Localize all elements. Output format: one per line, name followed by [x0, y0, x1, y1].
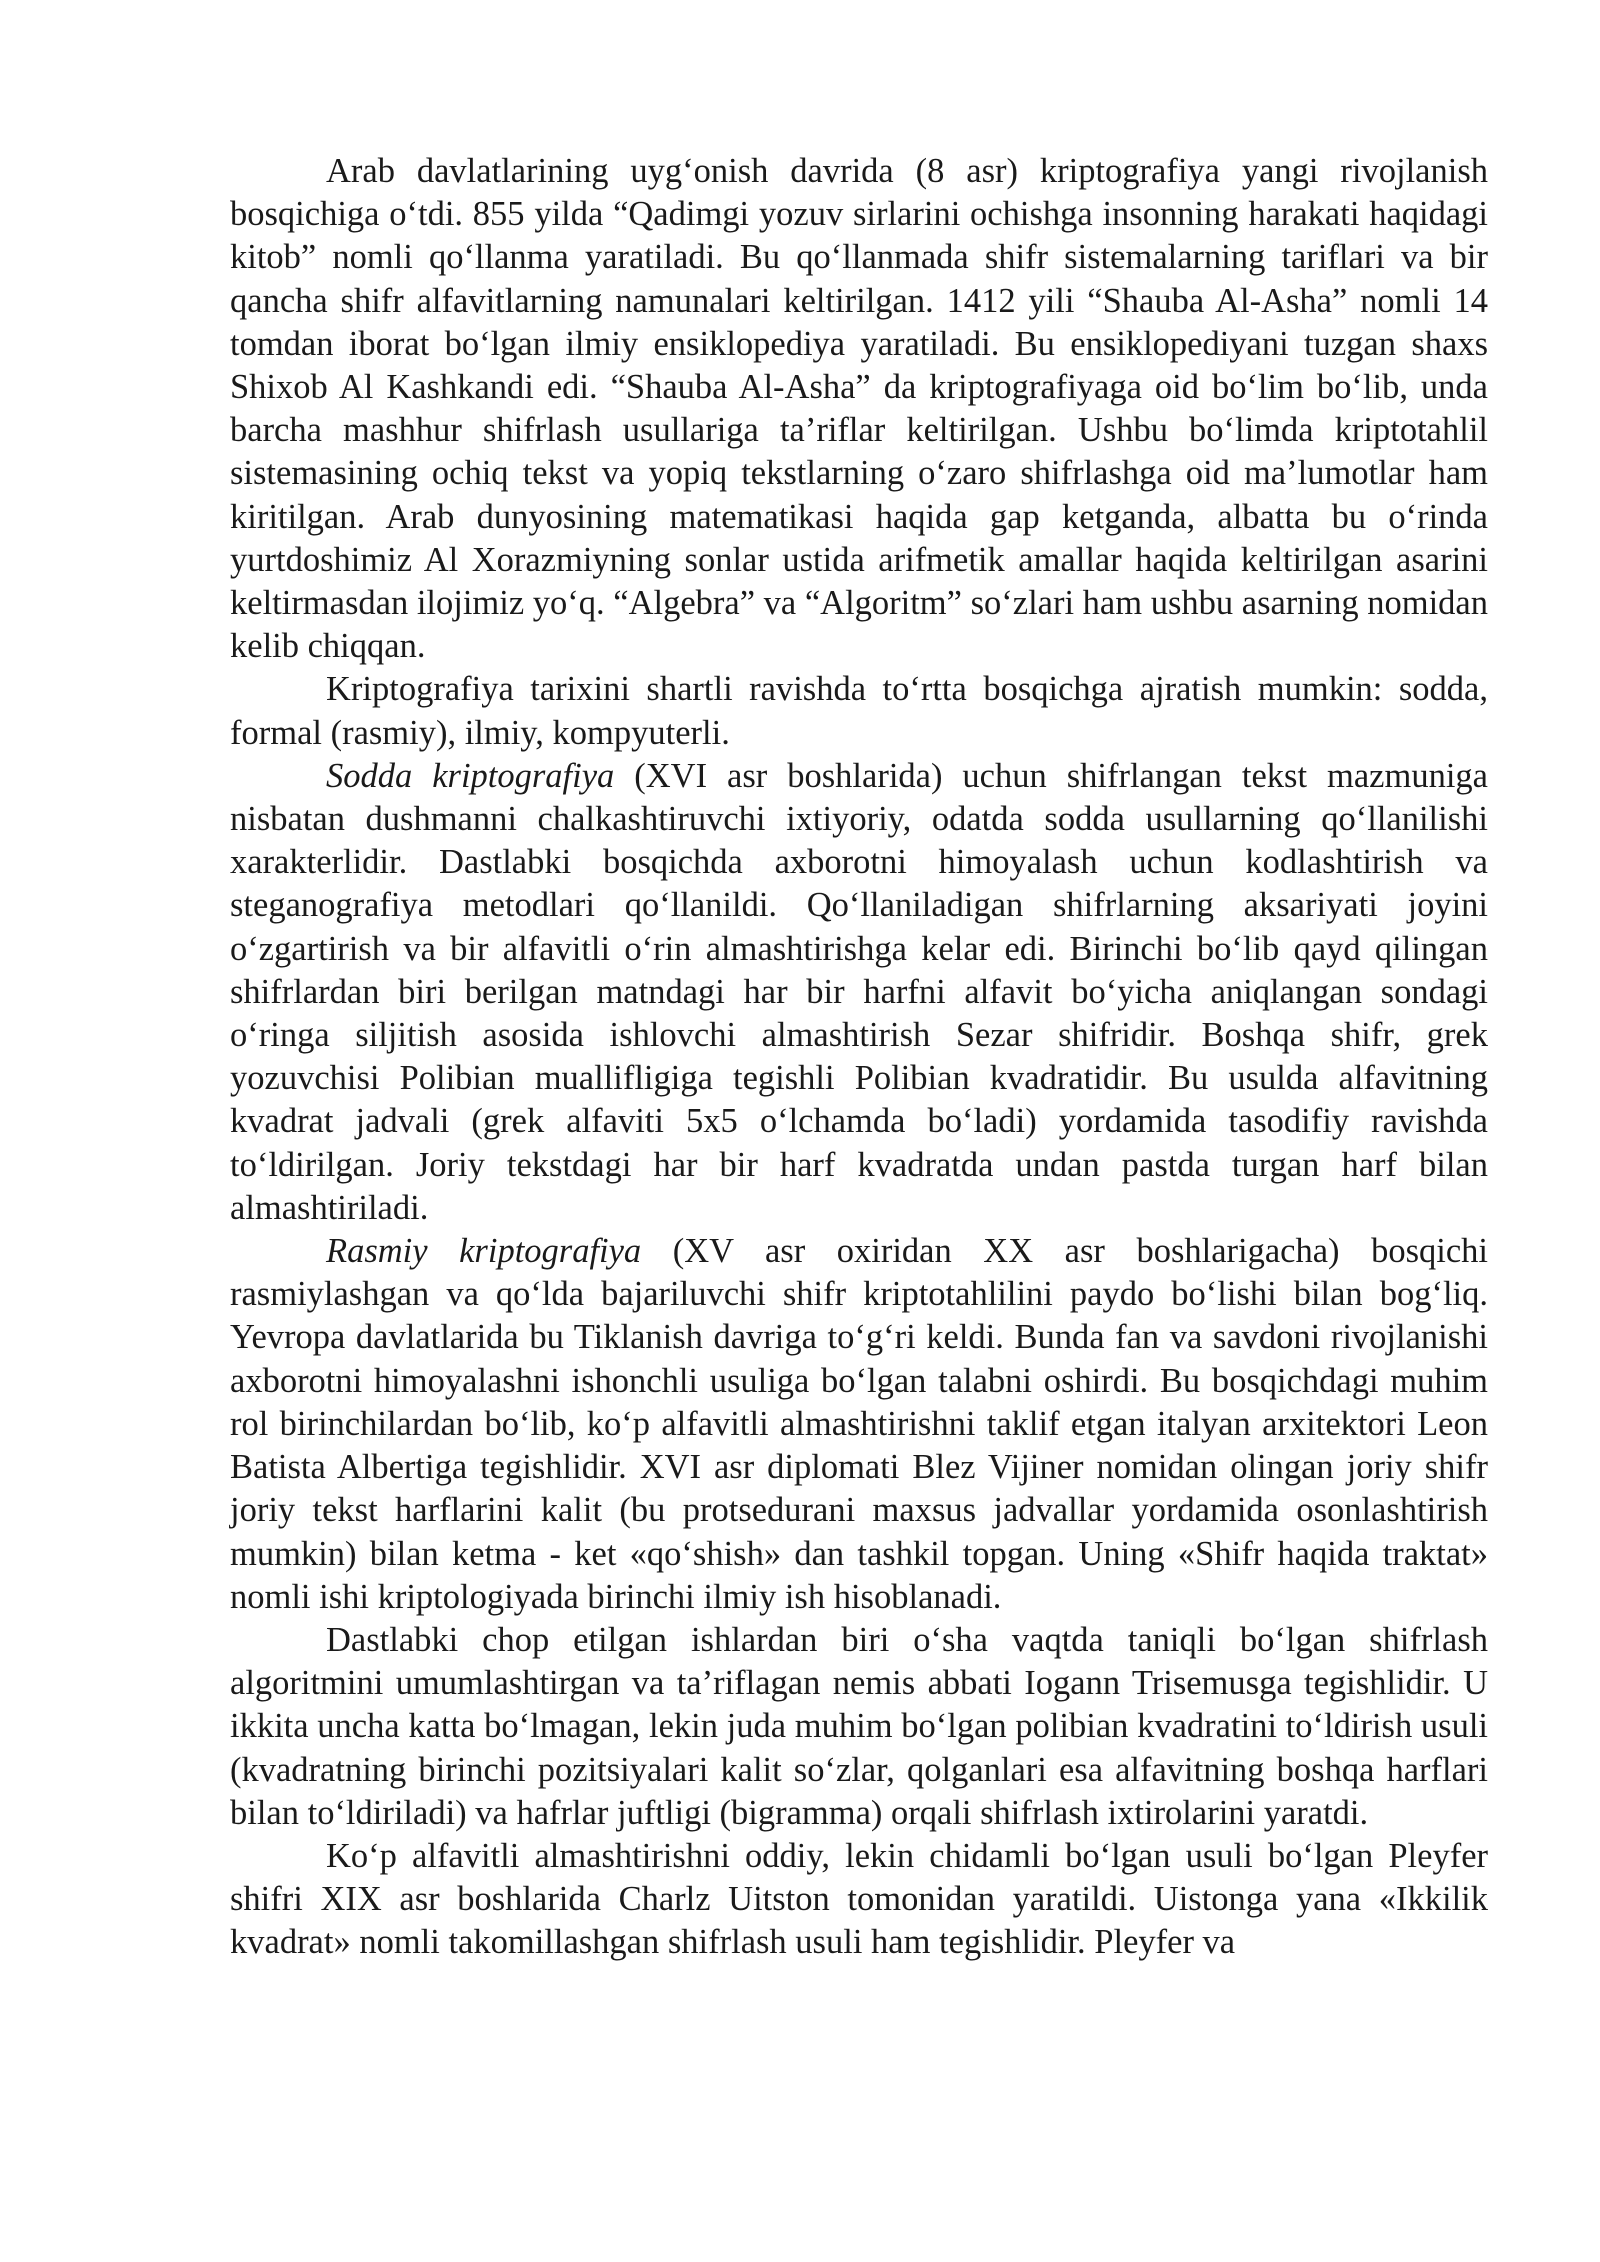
paragraph-simple-cryptography [230, 755, 1488, 1230]
paragraph-formal-cryptography [230, 1230, 1488, 1619]
paragraph-text: Kriptografiya tarixini shartli ravishda to‘rtta bosqichga ajratish mumkin: sodda, formal (rasmiy), ilmiy, kompyuterli. [230, 670, 1488, 752]
paragraph-playfair [230, 1835, 1488, 1965]
paragraph-text: Arab davlatlarining uyg‘onish davrida (8 asr) kriptografiya yangi rivojlanish bosqichiga o‘tdi. 855 yilda “Qadimgi yozuv sirlarini ochishga insonning harakati haqidagi kitob” nomli qo‘llanma yaratiladi. Bu qo‘llanmada shifr sistemalarning tariflari va bir qancha shifr alfavitlarning namunalari keltirilgan. 1412 yili “Shauba Al-Asha” nomli 14 tomdan iborat bo‘lgan ilmiy ensiklopediya yaratiladi. Bu ensiklopediyani tuzgan shaxs Shixob Al Kashkandi edi. “Shauba Al-Asha” da kriptografiyaga oid bo‘lim bo‘lib, unda barcha mashhur shifrlash usullariga ta’riflar keltirilgan. Ushbu bo‘limda kriptotahlil sistemasining ochiq tekst va yopiq tekstlarning o‘zaro shifrlashga oid ma’lumotlar ham kiritilgan. Arab dunyosining matematikasi haqida gap ketganda, albatta bu o‘rinda yurtdoshimiz Al Xorazmiyning sonlar ustida arifmetik amallar haqida keltirilgan asarini keltirmasdan ilojimiz yo‘q. “Algebra” va “Algoritm” so‘zlari ham ushbu asarning nomidan kelib chiqqan. [230, 152, 1488, 666]
paragraph-text: Dastlabki chop etilgan ishlardan biri o‘sha vaqtda taniqli bo‘lgan shifrlash algoritmini umumlashtirgan va ta’riflagan nemis abbati Iogann Trisemusga tegishlidir. U ikkita uncha katta bo‘lmagan, lekin juda muhim bo‘lgan polibian kvadratini to‘ldirish usuli (kvadratning birinchi pozitsiyalari kalit so‘zlar, qolganlari esa alfavitning boshqa harflari bilan to‘ldiriladi) va hafrlar juftligi (bigramma) orqali shifrlash ixtirolarini yaratdi. [230, 1620, 1488, 1832]
paragraph-lead-term: Sodda kriptografiya [326, 756, 615, 795]
document-page [230, 150, 1488, 1965]
paragraph-arab-cryptography [230, 150, 1488, 668]
paragraph-text: (XV asr oxiridan XX asr boshlarigacha) bosqichi rasmiylashgan va qo‘lda bajariluvchi shifr kriptotahlilini paydo bo‘lishi bilan bog‘liq. Yevropa davlatlarida bu Tiklanish davriga to‘g‘ri keldi. Bunda fan va savdoni rivojlanishi axborotni himoyalashni ishonchli usuliga bo‘lgan talabni oshirdi. Bu bosqichdagi muhim rol birinchilardan bo‘lib, ko‘p alfavitli almashtirishni taklif etgan italyan arxitektori Leon Batista Albertiga tegishlidir. XVI asr diplomati Blez Vijiner nomidan olingan joriy shifr joriy tekst harflarini kalit (bu protsedurani maxsus jadvallar yordamida osonlashtirish mumkin) bilan ketma - ket «qo‘shish» dan tashkil topgan. Uning «Shifr haqida traktat» nomli ishi kriptologiyada birinchi ilmiy ish hisoblanadi. [230, 1232, 1488, 1616]
paragraph-trisemus [230, 1619, 1488, 1835]
paragraph-text: (XVI asr boshlarida) uchun shifrlangan tekst mazmuniga nisbatan dushmanni chalkashtiruvchi ixtiyoriy, odatda sodda usullarning qo‘llanilishi xarakterlidir. Dastlabki bosqichda axborotni himoyalash uchun kodlashtirish va steganografiya metodlari qo‘llanildi. Qo‘llaniladigan shifrlarning aksariyati joyini o‘zgartirish va bir alfavitli o‘rin almashtirishga kelar edi. Birinchi bo‘lib qayd qilingan shifrlardan biri berilgan matndagi har bir harfni alfavit bo‘yicha aniqlangan sondagi o‘ringa siljitish asosida ishlovchi almashtirish Sezar shifridir. Boshqa shifr, grek yozuvchisi Polibian muallifligiga tegishli Polibian kvadratidir. Bu usulda alfavitning kvadrat jadvali (grek alfaviti 5x5 o‘lchamda bo‘ladi) yordamida tasodifiy ravishda to‘ldirilgan. Joriy tekstdagi har bir harf kvadratda undan pastda turgan harf bilan almashtiriladi. [230, 756, 1488, 1227]
paragraph-text: Ko‘p alfavitli almashtirishni oddiy, lekin chidamli bo‘lgan usuli bo‘lgan Pleyfer shifri XIX asr boshlarida Charlz Uitston tomonidan yaratildi. Uistonga yana «Ikkilik kvadrat» nomli takomillashgan shifrlash usuli ham tegishlidir. Pleyfer va [230, 1836, 1488, 1962]
paragraph-history-stages [230, 668, 1488, 754]
paragraph-lead-term: Rasmiy kriptografiya [326, 1232, 642, 1271]
